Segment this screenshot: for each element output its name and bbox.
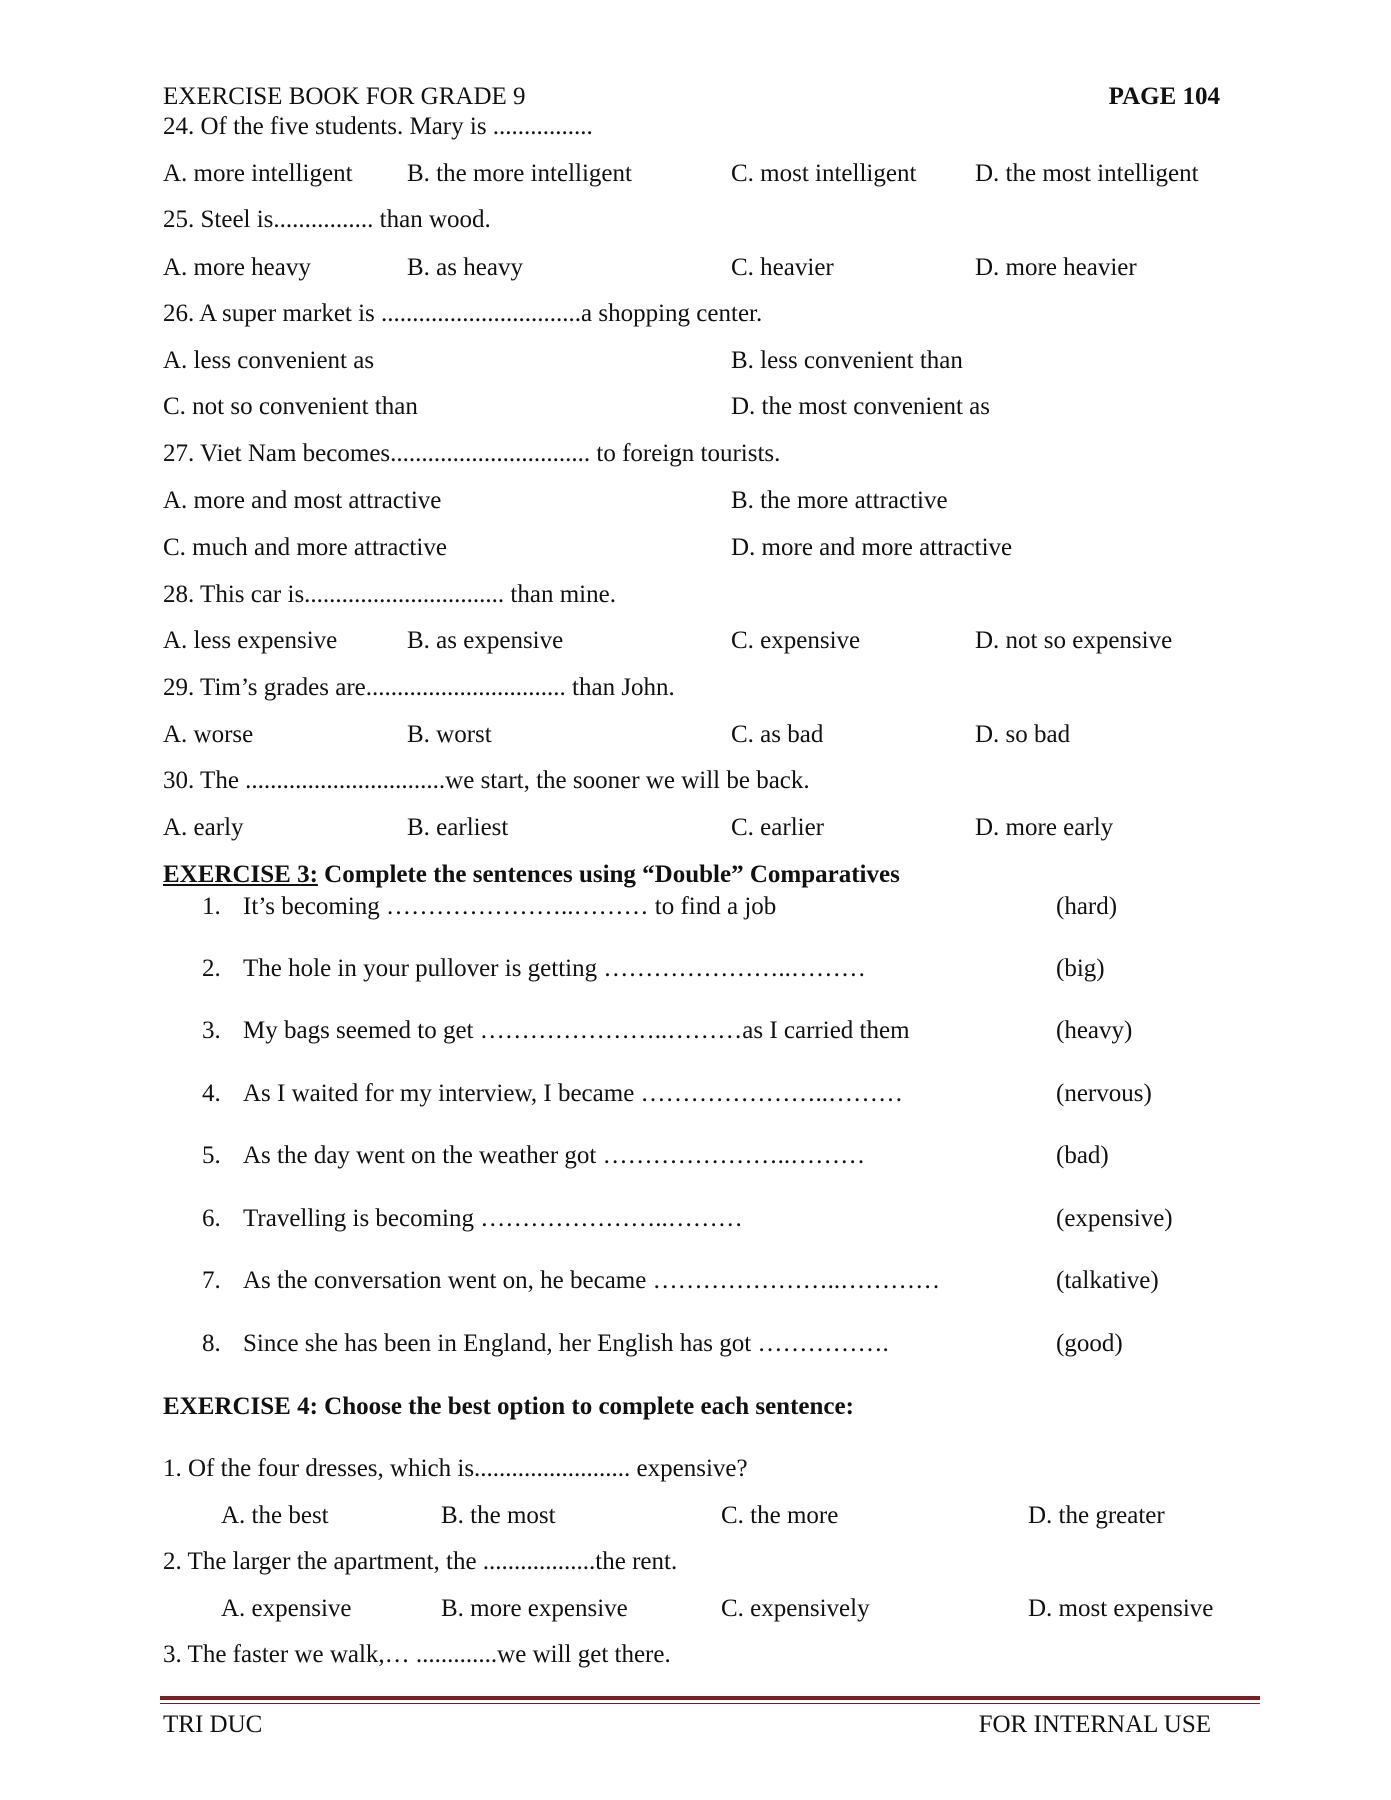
q28-option-d: D. not so expensive <box>975 627 1173 654</box>
ex3-item-8-hint: (good) <box>1056 1330 1123 1357</box>
q26-option-d: D. the most convenient as <box>731 393 990 420</box>
q30-option-b: B. earliest <box>407 814 509 841</box>
ex3-item-5-hint: (bad) <box>1056 1142 1109 1169</box>
ex3-item-7-hint: (talkative) <box>1056 1267 1159 1294</box>
ex3-item-8-text: Since she has been in England, her English has got ……………. <box>243 1330 889 1357</box>
question-25: 25. Steel is................ than wood. <box>163 206 491 233</box>
q27-option-b: B. the more attractive <box>731 487 948 514</box>
q25-option-a: A. more heavy <box>163 254 311 281</box>
question-26: 26. A super market is ................................a shopping center. <box>163 300 763 327</box>
ex3-item-3-text: My bags seemed to get …………………..………as I carried them <box>243 1017 910 1044</box>
exercise-3-title: Complete the sentences using “Double” Comparatives <box>317 861 900 888</box>
q24-option-d: D. the most intelligent <box>975 160 1199 187</box>
q24-option-b: B. the more intelligent <box>407 160 632 187</box>
ex3-item-6-num: 6. <box>202 1205 221 1232</box>
q28-option-b: B. as expensive <box>407 627 564 654</box>
q27-option-c: C. much and more attractive <box>163 534 447 561</box>
ex3-item-2-num: 2. <box>202 955 221 982</box>
ex3-item-5-num: 5. <box>202 1142 221 1169</box>
q29-option-d: D. so bad <box>975 721 1071 748</box>
q27-option-a: A. more and most attractive <box>163 487 442 514</box>
exercise-3-label: EXERCISE 3: <box>163 861 318 888</box>
q24-option-a: A. more intelligent <box>163 160 353 187</box>
footer-right: FOR INTERNAL USE <box>978 1711 1211 1738</box>
question-30: 30. The ................................we start, the sooner we will be back. <box>163 767 810 794</box>
q26-option-b: B. less convenient than <box>731 347 963 374</box>
q29-option-a: A. worse <box>163 721 254 748</box>
ex3-item-8-num: 8. <box>202 1330 221 1357</box>
footer-left: TRI DUC <box>163 1711 263 1738</box>
ex4-q1-option-d: D. the greater <box>1028 1502 1165 1529</box>
q30-option-d: D. more early <box>975 814 1114 841</box>
ex4-q1-option-a: A. the best <box>221 1502 329 1529</box>
q26-option-c: C. not so convenient than <box>163 393 418 420</box>
q26-option-a: A. less convenient as <box>163 347 375 374</box>
q25-option-d: D. more heavier <box>975 254 1137 281</box>
q25-option-b: B. as heavy <box>407 254 523 281</box>
ex3-item-1-num: 1. <box>202 893 221 920</box>
question-28: 28. This car is................................ than mine. <box>163 581 616 608</box>
ex3-item-3-num: 3. <box>202 1017 221 1044</box>
exercise-4-title: EXERCISE 4: Choose the best option to complete each sentence: <box>163 1393 854 1420</box>
ex3-item-6-text: Travelling is becoming …………………..……… <box>243 1205 743 1232</box>
q24-option-c: C. most intelligent <box>731 160 917 187</box>
ex3-item-4-text: As I waited for my interview, I became …………………..……… <box>243 1080 904 1107</box>
ex4-q2-option-a: A. expensive <box>221 1595 352 1622</box>
ex4-q2-option-c: C. expensively <box>721 1595 870 1622</box>
ex4-q1-option-c: C. the more <box>721 1502 839 1529</box>
exercise-3-heading <box>163 862 900 887</box>
question-29: 29. Tim’s grades are................................ than John. <box>163 674 675 701</box>
q29-option-b: B. worst <box>407 721 492 748</box>
ex4-q2-option-d: D. most expensive <box>1028 1595 1214 1622</box>
ex3-item-5-text: As the day went on the weather got …………………..……… <box>243 1142 866 1169</box>
ex3-item-1-text: It’s becoming …………………..……… to find a job <box>243 893 777 920</box>
ex4-question-2: 2. The larger the apartment, the ..................the rent. <box>163 1548 678 1575</box>
ex3-item-2-hint: (big) <box>1056 955 1105 982</box>
ex3-item-2-text: The hole in your pullover is getting …………………..……… <box>243 955 866 982</box>
q28-option-a: A. less expensive <box>163 627 338 654</box>
q30-option-c: C. earlier <box>731 814 825 841</box>
page-number: PAGE 104 <box>1108 83 1220 110</box>
q25-option-c: C. heavier <box>731 254 834 281</box>
ex3-item-3-hint: (heavy) <box>1056 1017 1133 1044</box>
ex3-item-1-hint: (hard) <box>1056 893 1118 920</box>
ex4-q1-option-b: B. the most <box>441 1502 556 1529</box>
q27-option-d: D. more and more attractive <box>731 534 1013 561</box>
q28-option-c: C. expensive <box>731 627 861 654</box>
question-27: 27. Viet Nam becomes................................ to foreign tourists. <box>163 440 781 467</box>
ex3-item-6-hint: (expensive) <box>1056 1205 1173 1232</box>
ex4-q2-option-b: B. more expensive <box>441 1595 628 1622</box>
q30-option-a: A. early <box>163 814 244 841</box>
q29-option-c: C. as bad <box>731 721 824 748</box>
ex3-item-7-num: 7. <box>202 1267 221 1294</box>
ex3-item-4-num: 4. <box>202 1080 221 1107</box>
header-title: EXERCISE BOOK FOR GRADE 9 <box>163 83 526 110</box>
question-24: 24. Of the five students. Mary is ................ <box>163 113 593 140</box>
ex4-question-1: 1. Of the four dresses, which is......................... expensive? <box>163 1455 748 1482</box>
ex3-item-7-text: As the conversation went on, he became …………………..………… <box>243 1267 941 1294</box>
footer-rule-thick <box>160 1696 1260 1700</box>
ex3-item-4-hint: (nervous) <box>1056 1080 1152 1107</box>
footer-rule-thin <box>160 1703 1260 1704</box>
ex4-question-3: 3. The faster we walk,… .............we will get there. <box>163 1641 671 1668</box>
